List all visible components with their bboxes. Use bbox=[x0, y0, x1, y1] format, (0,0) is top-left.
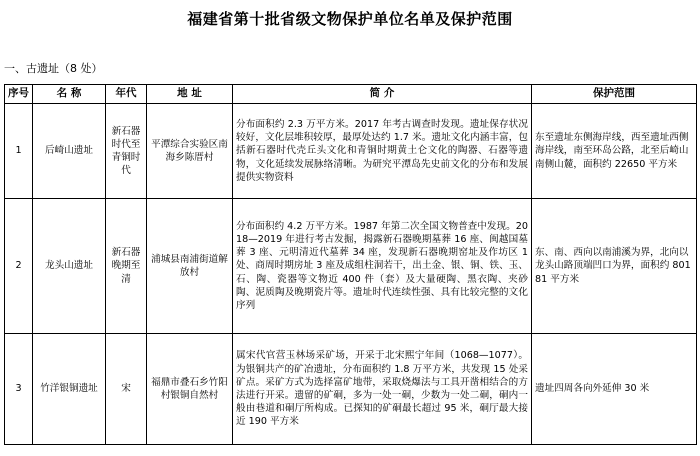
cell-scope: 东至遗址东侧海岸线，西至遗址西侧海岸线，南至环岛公路，北至后崎山南侧山麓，面积约 22650 平方米 bbox=[532, 104, 697, 199]
cell-name: 后崎山遗址 bbox=[33, 104, 106, 199]
header-brief: 简 介 bbox=[233, 85, 532, 104]
cell-scope: 遗址四周各向外延伸 30 米 bbox=[532, 334, 697, 445]
cell-no: 3 bbox=[5, 334, 33, 445]
cell-brief: 分布面积约 2.3 万平方米。2017 年考古调查时发现。遗址保存状况较好，文化层堆积较厚，最厚处达约 1.7 米。遗址文化内涵丰富，包括新石器时代壳丘头文化和青铜时期黄土仑文化的陶器、石器等遗物，文化延续发展脉络清晰。为研究平潭岛先史前文化的分布和发展提供实物资料 bbox=[233, 104, 532, 199]
document-title: 福建省第十批省级文物保护单位名单及保护范围 bbox=[187, 10, 513, 28]
cell-era: 新石器时代至青铜时代 bbox=[106, 104, 147, 199]
table-row bbox=[5, 104, 697, 199]
header-no: 序号 bbox=[5, 85, 33, 104]
cell-address: 平潭综合实验区南海乡陈厝村 bbox=[147, 104, 233, 199]
cell-name: 龙头山遗址 bbox=[33, 199, 106, 334]
header-address: 地 址 bbox=[147, 85, 233, 104]
cell-scope: 东、南、西向以南浦溪为界，北向以龙头山路顶端凹口为界，面积约 80181 平方米 bbox=[532, 199, 697, 334]
table-header-row bbox=[5, 85, 697, 104]
cell-era: 宋 bbox=[106, 334, 147, 445]
heritage-table bbox=[4, 84, 697, 445]
cell-address: 浦城县南浦街道解放村 bbox=[147, 199, 233, 334]
cell-address: 福鼎市叠石乡竹阳村银铜自然村 bbox=[147, 334, 233, 445]
cell-brief: 分布面积约 4.2 万平方米。1987 年第二次全国文物普查中发现。2018—2019 年进行考古发掘，揭露新石器晚期墓葬 16 座、闽越国墓葬 3 座、元明清近代墓葬 34 座，发现新石器晚期窑址及作坊区 1 处、商周时期房址 3 座及成组柱洞若干，出土金、银、铜、铁、玉、石、陶、瓷器等文物近 400 件（套）及大量硬陶、黑衣陶、夹砂陶、泥质陶及晚期瓷片等。遗址时代连续性强、具有比较完整的文化序列 bbox=[233, 199, 532, 334]
cell-brief: 属宋代官营玉林场采矿场，开采于北宋熙宁年间（1068—1077）。为银铜共产的矿冶遗址，分布面积约 1.8 万平方米，共发现 15 处采矿点。采矿方式为选择富矿地带，采取烧爆法与工具开凿相结合的方法进行开采。遗留的矿硐，多为一处一硐，少数为一处二硐，硐内一般由巷道和硐厅所构成。已探知的矿硐最长超过 95 米，硐厅最大接近 190 平方米 bbox=[233, 334, 532, 445]
cell-no: 1 bbox=[5, 104, 33, 199]
header-name: 名 称 bbox=[33, 85, 106, 104]
header-scope: 保护范围 bbox=[532, 85, 697, 104]
section-heading: 一、古遗址（8 处） bbox=[4, 62, 103, 75]
cell-name: 竹洋银铜遗址 bbox=[33, 334, 106, 445]
table-row bbox=[5, 334, 697, 445]
cell-era: 新石器晚期至清 bbox=[106, 199, 147, 334]
table-row bbox=[5, 199, 697, 334]
header-era: 年代 bbox=[106, 85, 147, 104]
cell-no: 2 bbox=[5, 199, 33, 334]
